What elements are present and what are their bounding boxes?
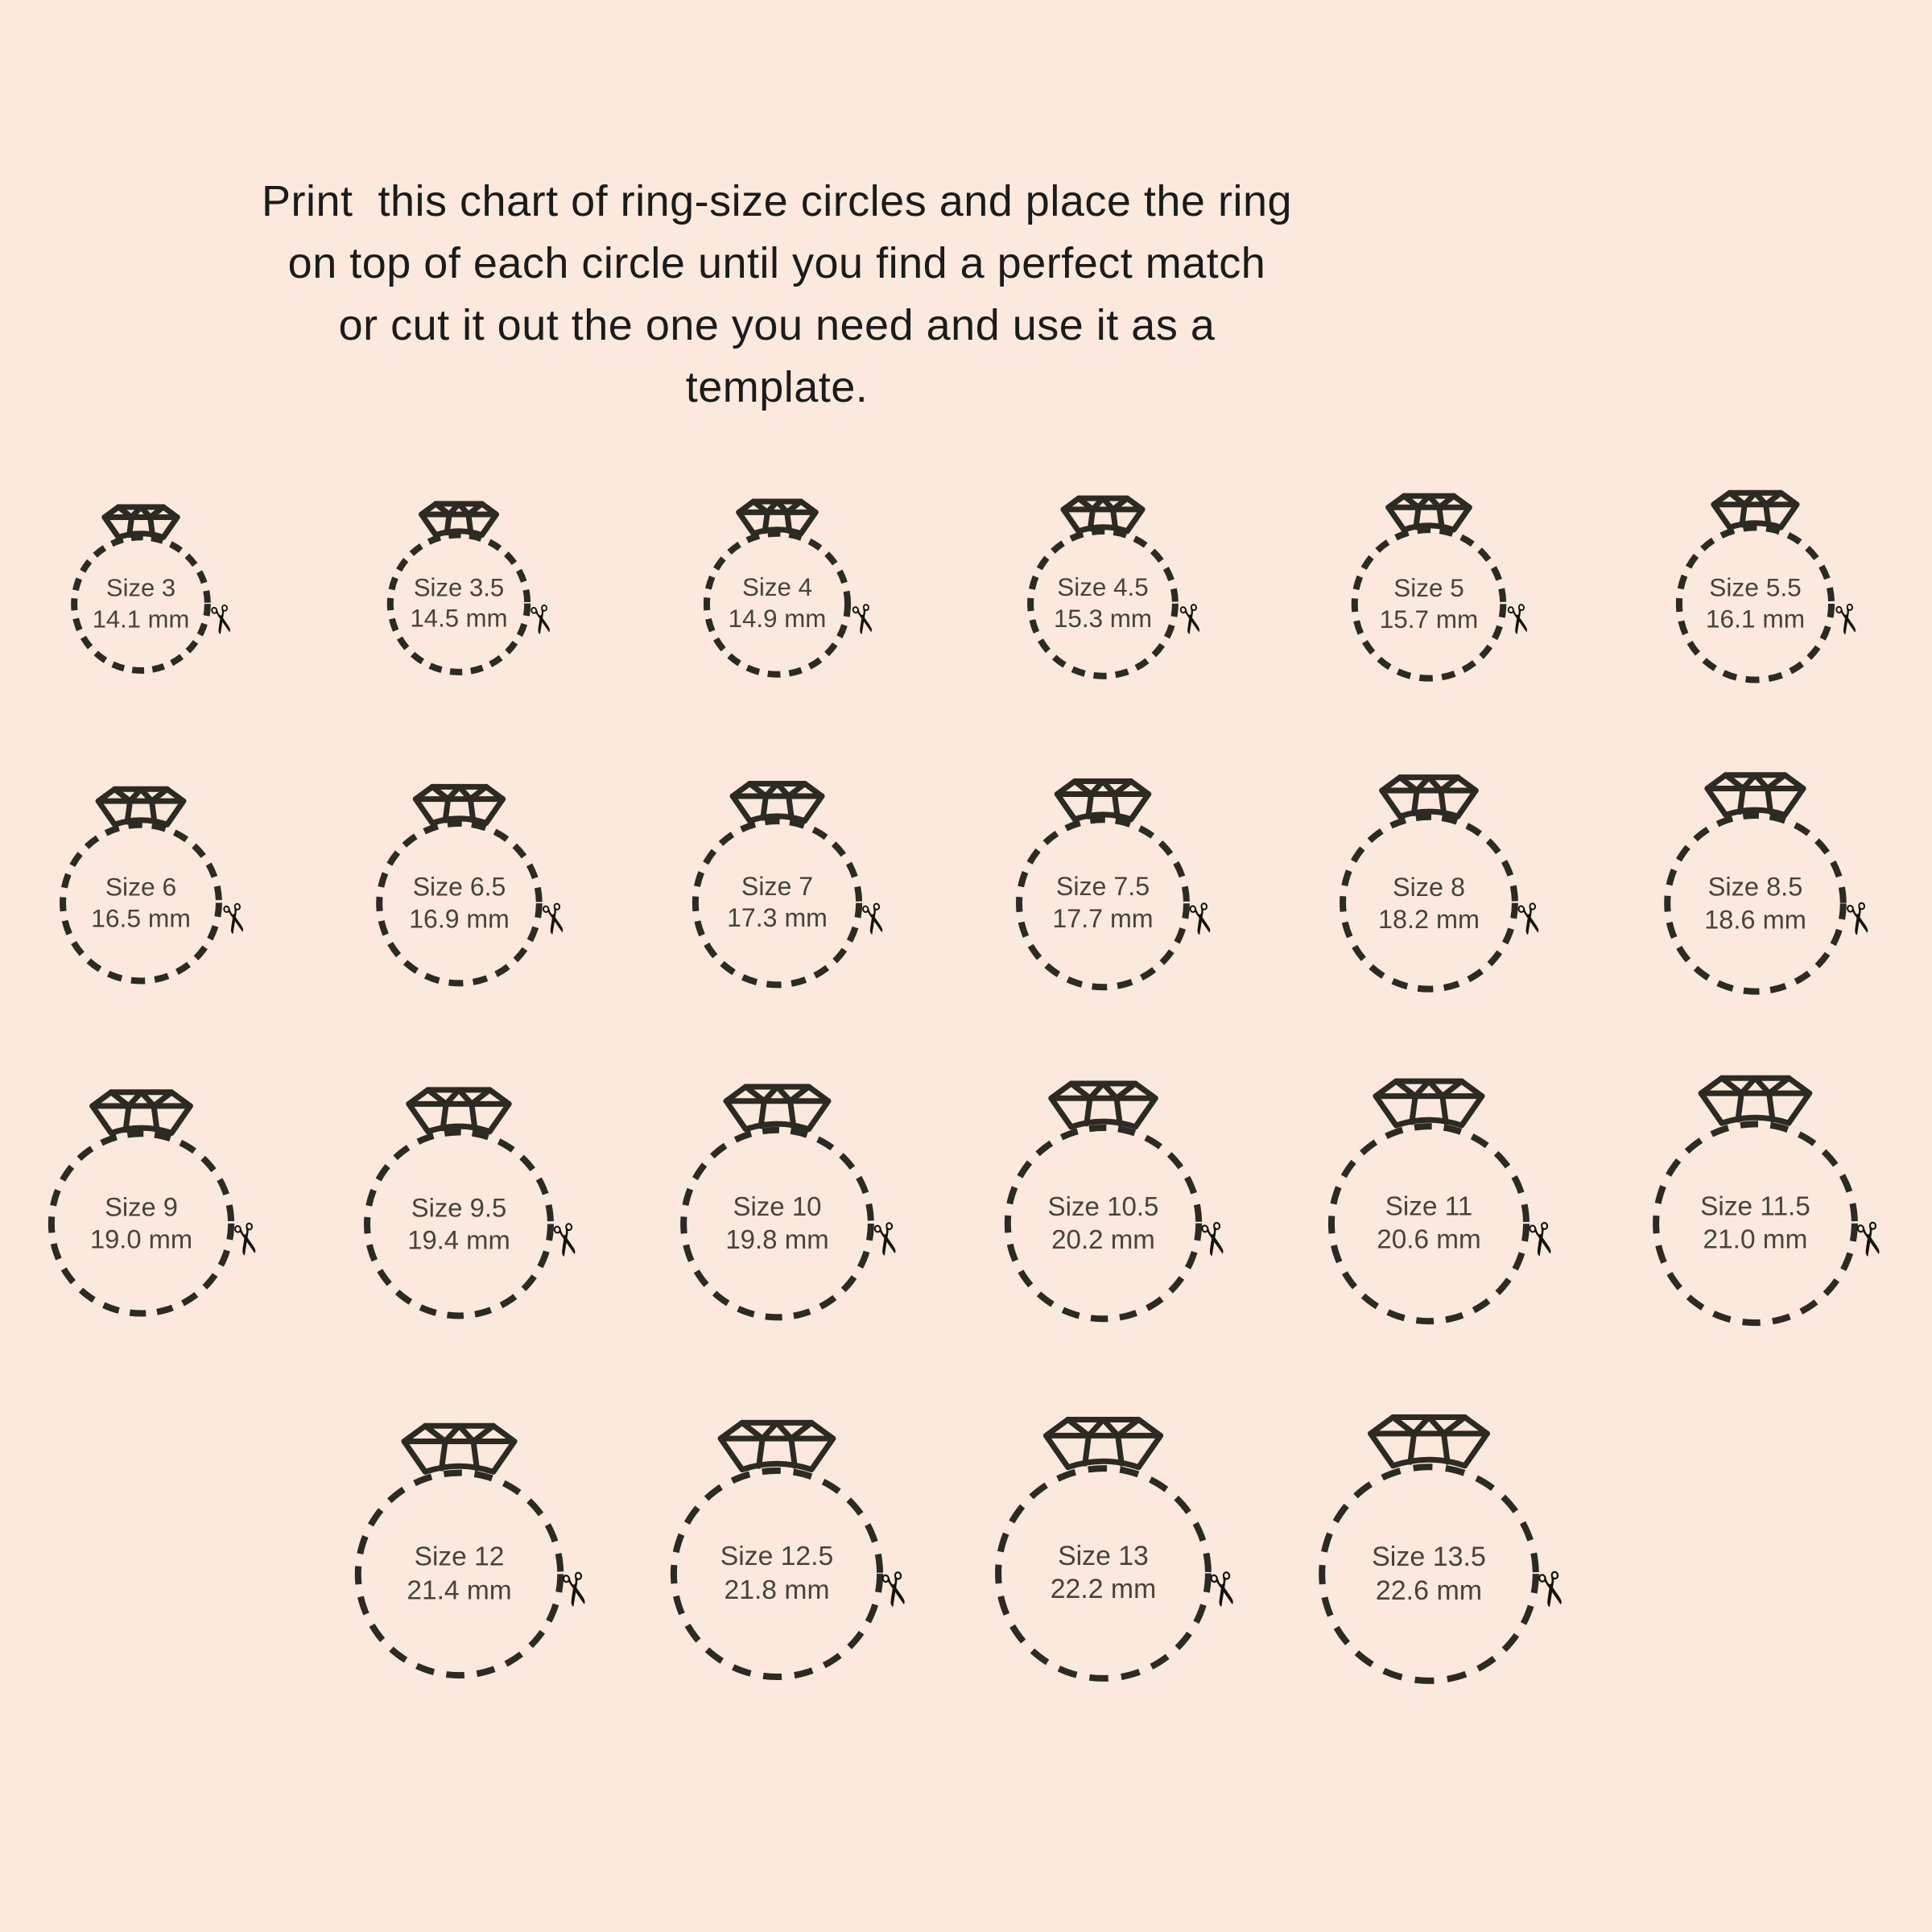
ring-size-label: Size 12: [414, 1542, 505, 1572]
diamond-icon: [739, 502, 815, 534]
ring-size-7: [684, 776, 899, 994]
scissors-icon: ✂: [516, 599, 566, 640]
instructions-line-2: on top of each circle until you find a perfect match: [287, 239, 1266, 287]
scissors-icon: ✂: [1165, 599, 1214, 641]
ring-size-label: Size 10: [733, 1191, 822, 1222]
ring-size-label: Size 8.5: [1707, 871, 1803, 902]
scissors-icon: ✂: [1830, 897, 1884, 943]
ring-size-11.5: [1645, 1070, 1897, 1332]
ring-size-9.5: [356, 1082, 592, 1325]
scissors-icon: ✂: [857, 1216, 912, 1263]
scissors-icon: ✂: [196, 599, 246, 641]
scissors-icon: ✂: [1502, 897, 1555, 941]
scissors-icon: ✂: [537, 1217, 592, 1263]
ring-size-label: Size 7.5: [1055, 872, 1150, 902]
ring-mm-label: 17.3 mm: [727, 903, 828, 933]
ring-size-13: [987, 1411, 1252, 1688]
ring-mm-label: 19.4 mm: [407, 1224, 510, 1255]
ring-mm-label: 18.6 mm: [1704, 904, 1806, 935]
ring-mm-label: 16.9 mm: [409, 904, 510, 934]
diamond-icon: [733, 783, 822, 820]
ring-mm-label: 16.5 mm: [91, 903, 191, 933]
diamond-icon: [105, 507, 177, 538]
instructions-line-1: Print this chart of ring-size circles and place the ring: [261, 177, 1293, 225]
ring-size-label: Size 8: [1392, 872, 1466, 902]
ring-size-label: Size 3: [105, 573, 176, 602]
diamond-icon: [726, 1087, 828, 1129]
ring-size-5.5: [1668, 485, 1871, 690]
instructions-line-3: or cut it out the one you need and use it as a: [338, 301, 1216, 349]
diamond-icon: [93, 1092, 191, 1133]
ring-size-label: Size 9: [105, 1191, 178, 1222]
ring-mm-label: 21.8 mm: [724, 1574, 830, 1605]
ring-size-5: [1344, 489, 1542, 688]
scissors-icon: ✂: [526, 898, 579, 941]
ring-size-label: Size 6.5: [412, 872, 506, 902]
diamond-icon: [1707, 775, 1803, 815]
scissors-icon: ✂: [1193, 1565, 1252, 1614]
scissors-icon: ✂: [837, 599, 886, 641]
ring-mm-label: 18.2 mm: [1377, 904, 1480, 934]
ring-mm-label: 15.3 mm: [1053, 604, 1153, 633]
diamond-icon: [1046, 1419, 1160, 1467]
ring-size-6: [52, 782, 258, 990]
scissors-icon: ✂: [546, 1566, 604, 1614]
ring-size-7.5: [1008, 774, 1227, 997]
ring-size-label: Size 9.5: [411, 1191, 507, 1222]
diamond-icon: [98, 789, 184, 824]
ring-size-4.5: [1019, 491, 1214, 686]
ring-size-11: [1320, 1073, 1568, 1331]
scissors-icon: ✂: [847, 897, 899, 941]
ring-size-4: [696, 494, 886, 684]
diamond-icon: [422, 504, 497, 535]
ring-size-8.5: [1656, 767, 1884, 1001]
ring-size-label: Size 5.5: [1709, 572, 1802, 602]
ring-size-label: Size 13.5: [1372, 1541, 1486, 1572]
ring-size-label: Size 4.5: [1057, 572, 1149, 601]
ring-mm-label: 14.9 mm: [728, 605, 827, 634]
ring-mm-label: 14.1 mm: [92, 605, 190, 634]
ring-mm-label: 21.4 mm: [407, 1575, 512, 1606]
scissors-icon: ✂: [1520, 1565, 1579, 1615]
diamond-icon: [1057, 782, 1148, 819]
diamond-icon: [1376, 1081, 1482, 1125]
diamond-icon: [1371, 1418, 1488, 1466]
ring-size-label: Size 11.5: [1700, 1191, 1810, 1222]
ring-size-3: [63, 500, 246, 680]
scissors-icon: ✂: [1512, 1216, 1568, 1263]
ring-size-label: Size 3.5: [413, 573, 505, 602]
diamond-icon: [1051, 1084, 1155, 1127]
ring-mm-label: 20.2 mm: [1051, 1224, 1155, 1255]
diamond-icon: [1714, 493, 1797, 527]
ring-size-10.5: [997, 1075, 1241, 1328]
scissors-icon: ✂: [1820, 598, 1871, 641]
ring-mm-label: 17.7 mm: [1052, 904, 1154, 934]
ring-size-6.5: [368, 779, 579, 993]
ring-mm-label: 21.0 mm: [1703, 1224, 1808, 1255]
ring-size-label: Size 12.5: [720, 1541, 834, 1572]
ring-mm-label: 22.6 mm: [1375, 1575, 1483, 1607]
ring-mm-label: 19.0 mm: [89, 1224, 193, 1254]
diamond-icon: [415, 786, 502, 823]
ring-mm-label: 20.6 mm: [1377, 1225, 1481, 1256]
diamond-icon: [1063, 498, 1142, 531]
ring-mm-label: 15.7 mm: [1379, 605, 1479, 634]
ring-size-13.5: [1311, 1409, 1579, 1690]
ring-size-label: Size 4: [742, 573, 812, 602]
ring-mm-label: 16.1 mm: [1705, 605, 1806, 634]
ring-mm-label: 14.5 mm: [410, 604, 508, 633]
ring-size-3.5: [379, 497, 566, 682]
scissors-icon: ✂: [1492, 599, 1542, 641]
ring-size-label: Size 6: [105, 872, 177, 902]
diamond-icon: [404, 1426, 514, 1472]
ring-size-12: [347, 1418, 604, 1685]
scissors-icon: ✂: [1174, 898, 1227, 942]
scissors-icon: ✂: [1839, 1216, 1897, 1264]
ring-size-label: Size 11: [1385, 1191, 1473, 1222]
ring-size-label: Size 7: [741, 871, 814, 901]
scissors-icon: ✂: [208, 898, 258, 940]
diamond-icon: [409, 1090, 509, 1132]
scissors-icon: ✂: [865, 1565, 923, 1614]
diamond-icon: [1389, 496, 1470, 530]
ring-size-9: [40, 1084, 272, 1323]
instructions-line-4: template.: [685, 363, 869, 411]
ring-mm-label: 19.8 mm: [725, 1224, 829, 1254]
ring-size-label: Size 13: [1058, 1540, 1149, 1571]
ring-size-12.5: [663, 1414, 923, 1686]
scissors-icon: ✂: [1184, 1216, 1241, 1263]
ring-size-label: Size 5: [1393, 573, 1464, 603]
diamond-icon: [1701, 1078, 1810, 1123]
diamond-icon: [1382, 778, 1476, 817]
ring-size-8: [1331, 770, 1555, 999]
diamond-icon: [720, 1422, 833, 1469]
scissors-icon: ✂: [217, 1217, 272, 1262]
ring-mm-label: 22.2 mm: [1050, 1574, 1157, 1605]
ring-size-label: Size 10.5: [1047, 1191, 1159, 1222]
ring-size-10: [672, 1079, 912, 1327]
